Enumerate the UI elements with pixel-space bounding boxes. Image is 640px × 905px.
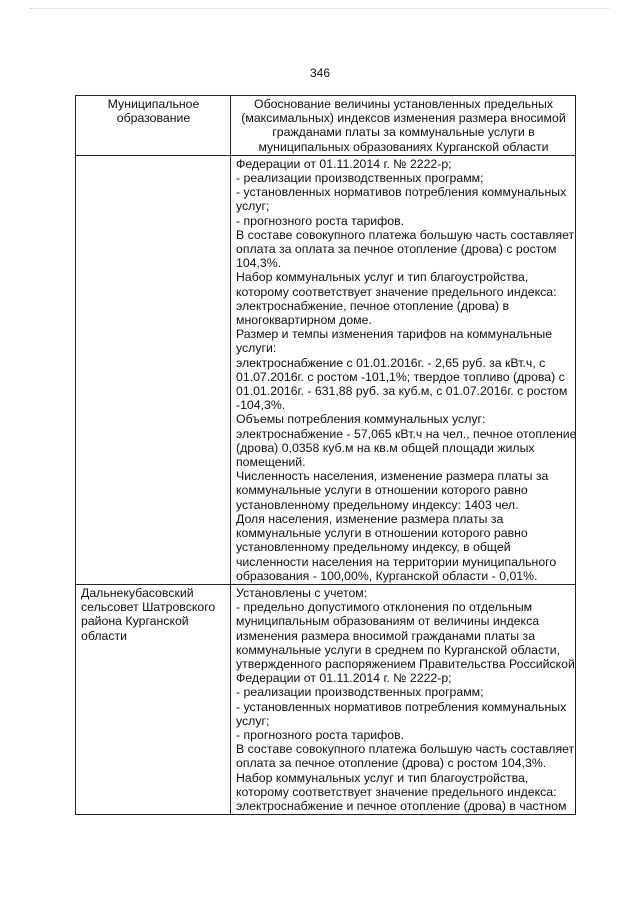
page-number: 346 (309, 66, 331, 80)
text-line: 01.07.2016г. с ростом -101,1%; твердое топливо (дрова) с (236, 369, 565, 384)
text-line: установленному предельному индексу, в общей (236, 540, 511, 555)
text-line: Установлены с учетом: (236, 585, 368, 600)
text-line: многоквартирном доме. (236, 313, 372, 328)
text-line: В составе совокупного платежа большую часть составляет (236, 227, 575, 242)
text-line: оплата за печное отопление (дрова) с ростом 104,3%. (236, 756, 547, 771)
text-line: оплата за оплата за печное отопление (дрова) с ростом (236, 242, 557, 257)
text-line: Набор коммунальных услуг и тип благоустройства, (236, 270, 529, 285)
tariff-justification-table (75, 95, 576, 815)
text-line: - прогнозного роста тарифов. (236, 727, 405, 742)
header-municipality (76, 96, 231, 156)
text-line: электроснабжение и печное отопление (дрова) в частном (236, 798, 567, 813)
text-line: - установленных нормативов потребления коммунальных (236, 185, 567, 200)
municipality-line: сельсовет Шатровского (81, 600, 216, 615)
municipality-cell (76, 155, 231, 584)
table-row (76, 155, 576, 584)
text-line: которому соответствует значение предельного индекса: (236, 784, 557, 799)
municipality-line: района Курганской (81, 614, 189, 629)
header-line: Обоснование величины установленных предельных (254, 97, 553, 111)
text-line: коммунальные услуги в отношении которого равно (236, 526, 528, 541)
text-line: электроснабжение, печное отопление (дрова) в (236, 298, 510, 313)
municipality-line: области (81, 628, 127, 643)
text-line: (дрова) 0,0358 куб.м на кв.м общей площади жилых (236, 440, 535, 455)
text-line: Федерации от 01.11.2014 г. № 2222-р; (236, 156, 452, 171)
text-line: Размер и темпы изменения тарифов на коммунальные (236, 327, 553, 342)
header-justification (231, 96, 576, 156)
text-line: - установленных нормативов потребления коммунальных (236, 699, 567, 714)
text-line: - прогнозного роста тарифов. (236, 213, 405, 228)
text-line: Набор коммунальных услуг и тип благоустройства, (236, 770, 529, 785)
text-line: - реализации производственных программ; (236, 685, 484, 700)
text-line: помещений. (236, 455, 306, 470)
text-line: численности населения на территории муниципального (236, 554, 557, 569)
text-line: которому соответствует значение предельного индекса: (236, 284, 557, 299)
text-line: Объемы потребления коммунальных услуг: (236, 412, 486, 427)
text-line: - реализации производственных программ; (236, 171, 484, 186)
table-row (76, 584, 576, 814)
text-line: услуги: (236, 341, 277, 356)
text-line: установленному предельному индексу: 1403 чел. (236, 497, 519, 512)
text-line: муниципальным образованиям от величины индекса (236, 614, 540, 629)
text-line: Доля населения, изменение размера платы за (236, 511, 504, 526)
municipality-cell (76, 584, 231, 814)
scan-artifact-line (30, 8, 610, 15)
municipality-line: Дальнекубасовский (81, 585, 194, 600)
header-line: (максимальных) индексов изменения размера вносимой (241, 111, 566, 126)
header-line: образование (116, 111, 191, 126)
text-line: образования - 100,00%, Курганской области - 0,01%. (236, 568, 538, 583)
header-line: гражданами платы за коммунальные услуги в (272, 125, 535, 140)
text-line: электроснабжение с 01.01.2016г. - 2,65 руб. за кВт.ч, с (236, 355, 546, 370)
header-line: муниципальных образованиях Курганской области (258, 139, 549, 154)
text-line: услуг; (236, 199, 270, 214)
text-line: -104,3%. (236, 398, 286, 413)
text-line: коммунальные услуги в отношении которого равно (236, 483, 528, 498)
text-line: 01.01.2016г. - 631,88 руб. за куб.м, с 01.07.2016г. с ростом (236, 384, 568, 399)
text-line: Федерации от 01.11.2014 г. № 2222-р; (236, 671, 452, 686)
text-line: 104,3%. (236, 256, 282, 271)
text-line: В составе совокупного платежа большую часть составляет (236, 742, 575, 757)
text-line: коммунальные услуги в среднем по Курганской области, (236, 642, 561, 657)
text-line: Численность населения, изменение размера платы за (236, 469, 549, 484)
justification-cell (231, 584, 576, 814)
justification-cell (231, 155, 576, 584)
text-line: - предельно допустимого отклонения по отдельным (236, 600, 533, 615)
text-line: изменения размера вносимой гражданами платы за (236, 628, 536, 643)
table-header-row (76, 96, 576, 156)
text-line: услуг; (236, 713, 270, 728)
header-line: Муниципальное (107, 97, 200, 111)
text-line: электроснабжение - 57,065 кВт.ч на чел., печное отопление (236, 426, 577, 441)
text-line: утвержденного распоряжением Правительства Российской (236, 656, 575, 671)
